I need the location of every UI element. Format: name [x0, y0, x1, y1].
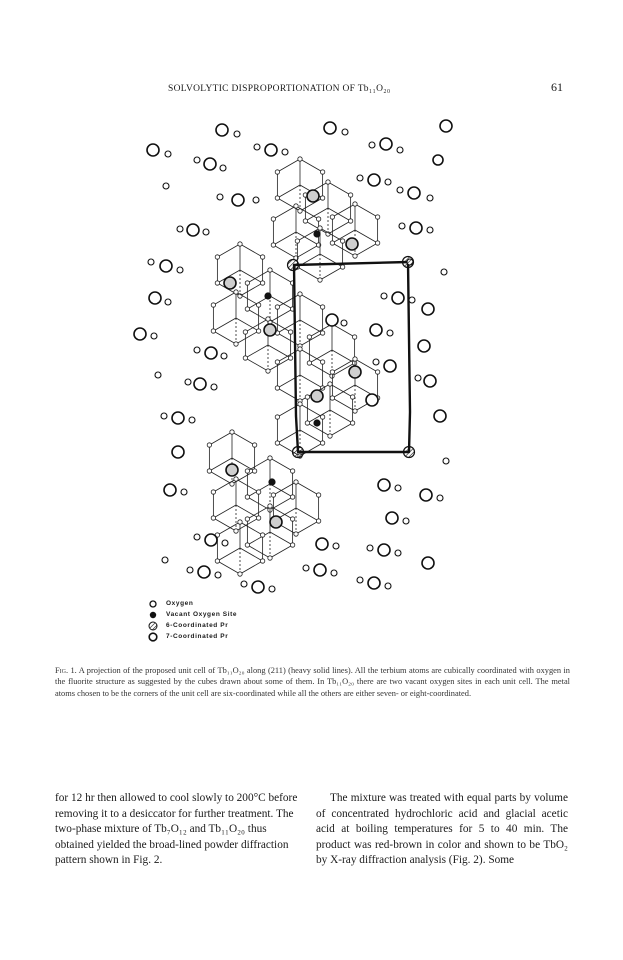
coordination-cube	[305, 382, 355, 438]
oxygen-atom	[318, 226, 322, 230]
oxygen-atom	[433, 155, 443, 165]
oxygen-atom	[260, 559, 264, 563]
caption-text: A projection of the proposed unit cell of Tb₁₁O₂₀ along (211) (heavy solid lines). All the terbium atoms are cubically coordinated with oxygen in the fluorite structure as suggested by the cubes drawn about some of them. In Tb₁₁O₂₀ there are two vacant oxygen sites in each unit cell. The metal atoms chosen to be the corners of the unit cell are six-coordinated while all the others are either seven- or eight-coordinated.	[55, 666, 570, 698]
hatched-circle-icon	[148, 621, 158, 631]
oxygen-atom	[221, 353, 227, 359]
oxygen-atom	[420, 489, 432, 501]
oxygen-atom	[380, 138, 392, 150]
oxygen-atom	[155, 372, 161, 378]
oxygen-atom	[151, 333, 157, 339]
7-coordinated-pr-atom	[226, 464, 238, 476]
oxygen-atom	[305, 395, 309, 399]
legend-label: Vacant Oxygen Site	[166, 611, 238, 618]
oxygen-atom	[378, 544, 390, 556]
oxygen-atom	[350, 395, 354, 399]
oxygen-atom	[260, 281, 264, 285]
oxygen-atom	[316, 493, 320, 497]
oxygen-atom	[238, 242, 242, 246]
oxygen-atom	[243, 330, 247, 334]
oxygen-atom	[328, 382, 332, 386]
oxygen-atom	[424, 375, 436, 387]
oxygen-atom	[298, 347, 302, 351]
coordination-cube	[303, 180, 353, 236]
oxygen-atom	[326, 180, 330, 184]
caption-label: Fig. 1.	[55, 666, 77, 675]
oxygen-atom	[316, 538, 328, 550]
coordination-cube	[275, 157, 325, 213]
oxygen-atom	[392, 292, 404, 304]
oxygen-atom	[211, 303, 215, 307]
oxygen-atom	[384, 360, 396, 372]
oxygen-atom	[375, 370, 379, 374]
body-text-right-column: The mixture was treated with equal parts by volume of concentrated hydrochloric acid and glacial acetic acid at boiling temperatures for 5 to 40 min. The product was red-brown in color and shown to be TbO₂ by X-ray diffraction analysis (Fig. 2). Some	[316, 792, 568, 866]
oxygen-atom	[275, 386, 279, 390]
oxygen-atom	[187, 567, 193, 573]
oxygen-atom	[268, 268, 272, 272]
7-coordinated-pr-atom	[270, 516, 282, 528]
oxygen-atom	[366, 394, 378, 406]
running-title: SOLVOLYTIC DISPROPORTIONATION OF Tb₁₁O₂₀	[168, 84, 391, 94]
oxygen-atom	[330, 215, 334, 219]
oxygen-atom	[353, 202, 357, 206]
oxygen-atom	[165, 151, 171, 157]
oxygen-atom	[234, 342, 238, 346]
oxygen-atom	[215, 572, 221, 578]
oxygen-atom	[410, 222, 422, 234]
oxygen-atom	[172, 412, 184, 424]
oxygen-atom	[320, 415, 324, 419]
oxygen-atom	[177, 226, 183, 232]
legend-item-oxygen	[148, 598, 237, 609]
oxygen-atom	[189, 417, 195, 423]
oxygen-atom	[348, 219, 352, 223]
oxygen-atom	[352, 335, 356, 339]
oxygen-atom	[256, 516, 260, 520]
oxygen-atom	[238, 520, 242, 524]
oxygen-atom	[367, 545, 373, 551]
oxygen-atom	[256, 490, 260, 494]
oxygen-atom	[194, 157, 200, 163]
oxygen-atom	[395, 550, 401, 556]
body-text-left-column: for 12 hr then allowed to cool slowly to 200°C before removing it to a desiccator for further treatment. The two-phase mixture of Tb₇O₁₂ and Tb₁₁O₂₀ thus obtained yielded the broad-lined powder diffraction pattern shown in Fig. 2.	[55, 792, 298, 866]
oxygen-atom	[368, 174, 380, 186]
oxygen-atom	[275, 305, 279, 309]
oxygen-atom	[256, 329, 260, 333]
oxygen-atom	[234, 131, 240, 137]
oxygen-atom	[422, 557, 434, 569]
oxygen-atom	[260, 255, 264, 259]
oxygen-atom	[397, 187, 403, 193]
oxygen-atom	[194, 378, 206, 390]
oxygen-atom	[211, 329, 215, 333]
legend-item-7-coordinated-pr	[148, 631, 237, 642]
oxygen-atom	[440, 120, 452, 132]
oxygen-atom	[245, 495, 249, 499]
oxygen-atom	[320, 331, 324, 335]
oxygen-atom	[307, 335, 311, 339]
oxygen-atom	[269, 586, 275, 592]
oxygen-atom	[403, 518, 409, 524]
oxygen-atom	[241, 581, 247, 587]
coordination-cube	[245, 504, 295, 560]
oxygen-atom	[330, 396, 334, 400]
oxygen-atom	[370, 324, 382, 336]
oxygen-atom	[232, 194, 244, 206]
oxygen-atom	[443, 458, 449, 464]
6-coordinated-pr-atom	[404, 447, 415, 458]
oxygen-atom	[340, 265, 344, 269]
oxygen-atom	[211, 384, 217, 390]
oxygen-atom	[207, 469, 211, 473]
oxygen-atom	[378, 479, 390, 491]
oxygen-atom	[375, 241, 379, 245]
vacant-oxygen-site	[313, 419, 320, 426]
oxygen-atom	[330, 241, 334, 245]
oxygen-atom	[318, 278, 322, 282]
oxygen-atom	[215, 281, 219, 285]
oxygen-atom	[422, 303, 434, 315]
oxygen-atom	[254, 144, 260, 150]
oxygen-atom	[409, 297, 415, 303]
oxygen-atom	[427, 227, 433, 233]
oxygen-atom	[162, 557, 168, 563]
oxygen-atom	[198, 566, 210, 578]
oxygen-atom	[275, 360, 279, 364]
oxygen-atom	[415, 375, 421, 381]
7-coordinated-pr-atom	[264, 324, 276, 336]
legend-label: Oxygen	[166, 600, 194, 607]
oxygen-atom	[245, 543, 249, 547]
oxygen-atom	[381, 293, 387, 299]
7-coordinated-pr-atom	[311, 390, 323, 402]
oxygen-atom	[252, 443, 256, 447]
legend-item-6-coordinated-pr	[148, 620, 237, 631]
6-coordinated-pr-atom	[288, 260, 299, 271]
vacant-oxygen-site	[268, 478, 275, 485]
oxygen-atom	[320, 305, 324, 309]
oxygen-atom	[342, 129, 348, 135]
oxygen-atom	[164, 484, 176, 496]
oxygen-atom	[149, 292, 161, 304]
coordination-cube	[207, 430, 257, 486]
oxygen-atom	[177, 267, 183, 273]
oxygen-atom	[373, 359, 379, 365]
oxygen-atom	[298, 157, 302, 161]
thick-circle-icon	[148, 632, 158, 642]
figure-legend	[148, 598, 237, 642]
oxygen-atom	[172, 446, 184, 458]
7-coordinated-pr-atom	[307, 190, 319, 202]
vacant-oxygen-site	[313, 230, 320, 237]
oxygen-atom	[215, 559, 219, 563]
oxygen-atom	[165, 299, 171, 305]
oxygen-atom	[234, 477, 238, 481]
oxygen-atom	[331, 570, 337, 576]
oxygen-atom	[243, 356, 247, 360]
oxygen-atom	[161, 413, 167, 419]
oxygen-atom	[211, 516, 215, 520]
6-coordinated-pr-atom	[403, 257, 414, 268]
oxygen-atom	[275, 170, 279, 174]
oxygen-atom	[217, 194, 223, 200]
oxygen-atom	[350, 421, 354, 425]
oxygen-atom	[185, 379, 191, 385]
oxygen-atom	[295, 239, 299, 243]
oxygen-atom	[211, 490, 215, 494]
7-coordinated-pr-atom	[349, 366, 361, 378]
oxygen-atom	[245, 281, 249, 285]
legend-label: 6-Coordinated Pr	[166, 622, 229, 629]
oxygen-atom	[387, 330, 393, 336]
oxygen-atom	[194, 347, 200, 353]
oxygen-atom	[290, 543, 294, 547]
oxygen-atom	[357, 577, 363, 583]
oxygen-atom	[205, 534, 217, 546]
page-number: 61	[551, 80, 563, 94]
oxygen-atom	[314, 564, 326, 576]
oxygen-atom	[348, 193, 352, 197]
oxygen-atom	[353, 357, 357, 361]
oxygen-atom	[303, 219, 307, 223]
oxygen-atom	[353, 254, 357, 258]
oxygen-atom	[268, 456, 272, 460]
oxygen-atom	[134, 328, 146, 340]
oxygen-atom	[357, 175, 363, 181]
oxygen-atom	[399, 223, 405, 229]
oxygen-atom	[215, 255, 219, 259]
filled-circle-icon	[148, 610, 158, 620]
oxygen-atom	[266, 369, 270, 373]
oxygen-atom	[375, 215, 379, 219]
oxygen-atom	[245, 469, 249, 473]
oxygen-atom	[330, 370, 334, 374]
coordination-cube	[211, 290, 261, 346]
oxygen-atom	[194, 534, 200, 540]
oxygen-atom	[434, 410, 446, 422]
oxygen-atom	[441, 269, 447, 275]
oxygen-atom	[147, 144, 159, 156]
legend-item-vacant-oxygen-site	[148, 609, 237, 620]
oxygen-atom	[216, 124, 228, 136]
oxygen-atom	[385, 179, 391, 185]
oxygen-atom	[203, 229, 209, 235]
oxygen-atom	[307, 361, 311, 365]
7-coordinated-pr-atom	[346, 238, 358, 250]
oxygen-atom	[437, 495, 443, 501]
oxygen-atom	[275, 196, 279, 200]
oxygen-atom	[320, 196, 324, 200]
oxygen-atom	[427, 195, 433, 201]
oxygen-atom	[187, 224, 199, 236]
oxygen-atom	[268, 556, 272, 560]
oxygen-atom	[288, 356, 292, 360]
open-circle-icon	[148, 599, 158, 609]
oxygen-atom	[275, 441, 279, 445]
oxygen-atom	[288, 330, 292, 334]
oxygen-atom	[266, 317, 270, 321]
oxygen-atom	[148, 259, 154, 265]
oxygen-atom	[369, 142, 375, 148]
oxygen-atom	[385, 583, 391, 589]
oxygen-atom	[275, 415, 279, 419]
oxygen-atom	[271, 217, 275, 221]
figure-caption	[55, 665, 570, 699]
oxygen-atom	[253, 197, 259, 203]
oxygen-atom	[328, 434, 332, 438]
oxygen-atom	[316, 217, 320, 221]
oxygen-atom	[205, 347, 217, 359]
oxygen-atom	[408, 187, 420, 199]
coordination-cube	[275, 292, 325, 348]
oxygen-atom	[245, 517, 249, 521]
oxygen-atom	[163, 183, 169, 189]
vacant-oxygen-site	[264, 292, 271, 299]
oxygen-atom	[268, 504, 272, 508]
oxygen-atom	[181, 489, 187, 495]
oxygen-atom	[326, 314, 338, 326]
oxygen-atom	[234, 529, 238, 533]
oxygen-atom	[271, 243, 275, 247]
oxygen-atom	[204, 158, 216, 170]
oxygen-atom	[353, 409, 357, 413]
oxygen-atom	[252, 581, 264, 593]
oxygen-atom	[260, 533, 264, 537]
oxygen-atom	[386, 512, 398, 524]
oxygen-atom	[324, 122, 336, 134]
oxygen-atom	[320, 170, 324, 174]
oxygen-atom	[282, 149, 288, 155]
6-coordinated-pr-atom	[293, 447, 304, 458]
oxygen-atom	[238, 572, 242, 576]
oxygen-atom	[294, 204, 298, 208]
legend-label: 7-Coordinated Pr	[166, 633, 229, 640]
oxygen-atom	[265, 144, 277, 156]
oxygen-atom	[418, 340, 430, 352]
oxygen-atom	[294, 480, 298, 484]
oxygen-atom	[341, 320, 347, 326]
oxygen-atom	[320, 441, 324, 445]
oxygen-atom	[245, 307, 249, 311]
unit-cell-projection-figure	[130, 112, 480, 602]
oxygen-atom	[222, 540, 228, 546]
oxygen-atom	[252, 469, 256, 473]
coordination-cube	[215, 520, 265, 576]
oxygen-atom	[305, 421, 309, 425]
oxygen-atom	[220, 165, 226, 171]
oxygen-atom	[290, 469, 294, 473]
oxygen-atom	[290, 517, 294, 521]
oxygen-atom	[397, 147, 403, 153]
oxygen-atom	[290, 495, 294, 499]
coordination-cube	[215, 242, 265, 298]
oxygen-atom	[368, 577, 380, 589]
oxygen-atom	[294, 532, 298, 536]
oxygen-atom	[395, 485, 401, 491]
oxygen-atom	[316, 519, 320, 523]
oxygen-atom	[333, 543, 339, 549]
oxygen-atom	[298, 402, 302, 406]
oxygen-atom	[234, 290, 238, 294]
oxygen-atom	[230, 430, 234, 434]
oxygen-atom	[303, 565, 309, 571]
oxygen-atom	[207, 443, 211, 447]
7-coordinated-pr-atom	[224, 277, 236, 289]
oxygen-atom	[160, 260, 172, 272]
oxygen-atom	[298, 292, 302, 296]
oxygen-atom	[320, 360, 324, 364]
oxygen-atom	[256, 303, 260, 307]
oxygen-atom	[340, 239, 344, 243]
oxygen-atom	[271, 493, 275, 497]
